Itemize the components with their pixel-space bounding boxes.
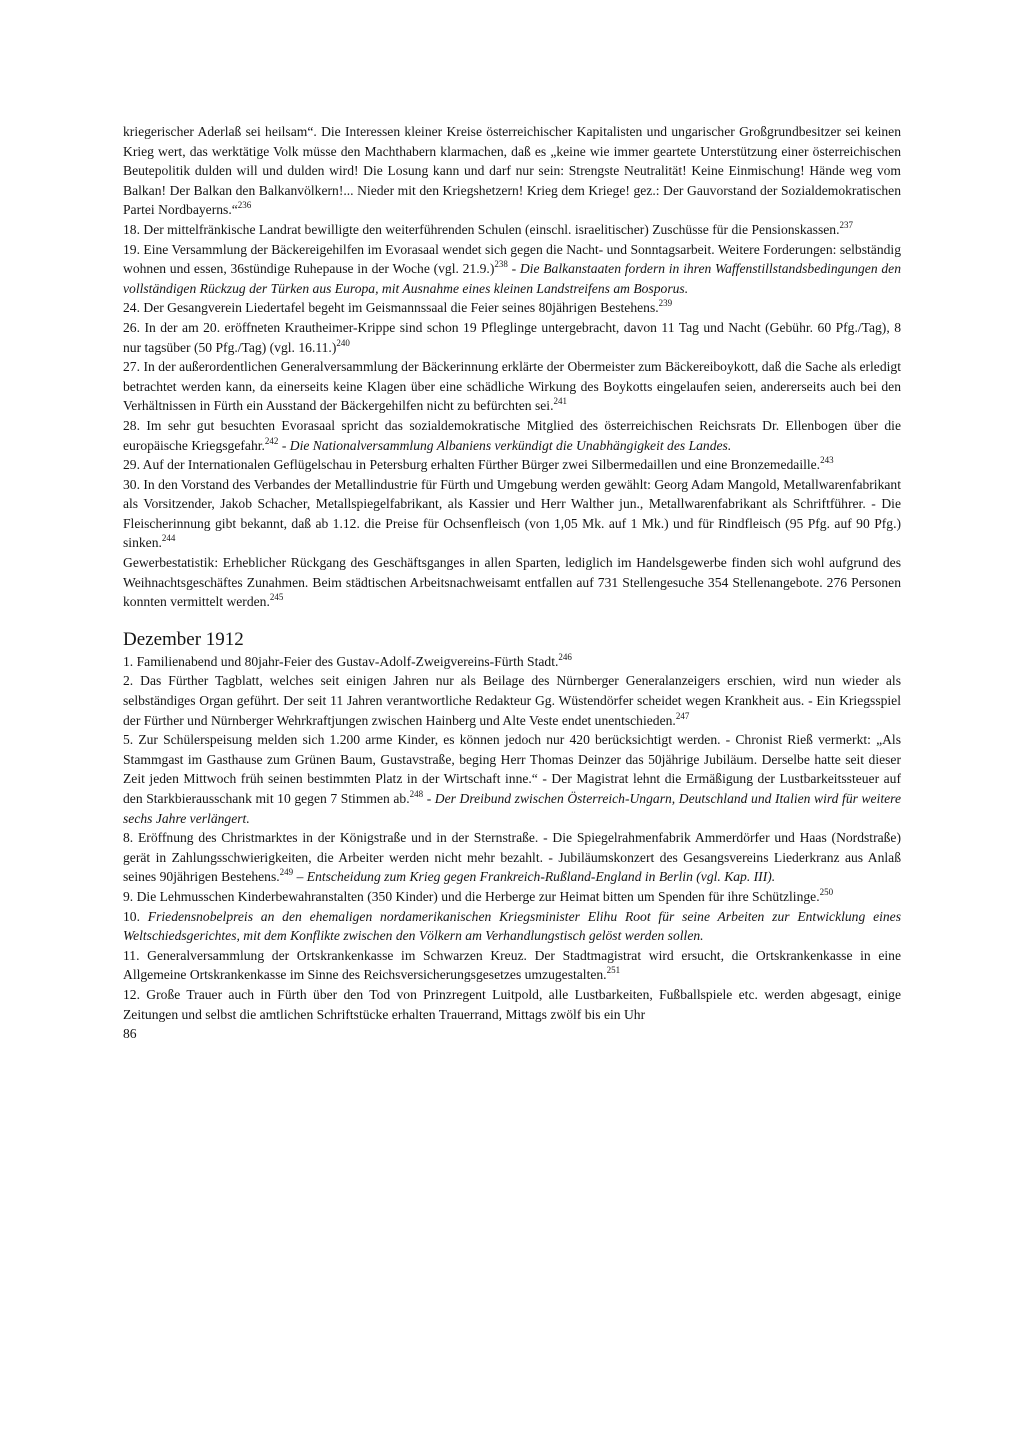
paragraph: 2. Das Fürther Tagblatt, welches seit einigen Jahren nur als Beilage des Nürnberger Generalanzeigers erschien, wird nun wieder als selbständiges Organ geführt. Der seit 11 Jahren verantwortliche Redakteur Gg. Wüstendörfer scheidet wegen Krankheit aus. - Ein Kriegsspiel der Fürther und Nürnberger Wehrkraftjungen zwischen Hainberg und Alte Veste endet unentschieden.$^{247}$	[123, 673, 901, 728]
paragraph: 12. Große Trauer auch in Fürth über den Tod von Prinzregent Luitpold, alle Lustbarkeiten, Fußballspiele etc. werden abgesagt, einige Zeitungen und selbst die amtlichen Schriftstücke erhalten Trauerrand, Mittags zwölf bis ein Uhr	[123, 986, 901, 1022]
footnote-ref[interactable]: 243	[820, 455, 834, 466]
italic-note: – Entscheidung zum Krieg gegen Frankreich-Rußland-England in Berlin (vgl. Kap. III).	[293, 869, 776, 885]
footnote-ref[interactable]: 240	[336, 337, 350, 348]
paragraph: 29. Auf der Internationalen Geflügelschau in Petersburg erhalten Fürther Bürger zwei Silbermedaillen und eine Bronzemedaille.$^{243}$	[123, 455, 834, 473]
paragraph: 8. Eröffnung des Christmarktes in der Königstraße und in der Sternstraße. - Die Spiegelrahmenfabrik Ammerdörfer und Haas (Nordstraße) gerät in Zahlungsschwierigkeiten, die Arbeiter werden nicht mehr bezahlt. - Jubiläumskonzert des Gesangsvereins Liederkranz aus Anlaß seines 90jährigen Bestehens.$^{249}$ – Entscheidung zum Krieg gegen Frankreich-Rußland-England in Berlin (vgl. Kap. III).	[123, 830, 901, 885]
paragraph: 5. Zur Schülerspeisung melden sich 1.200 arme Kinder, es können jedoch nur 420 berücksichtigt werden. - Chronist Rieß vermerkt: „Als Stammgast im Gasthause zum Grünen Baum, Gustavstraße, beging Herr Thomas Deinzer das 50jährige Jubiläum. Derselbe hatte seit dieser Zeit jeden Mittwoch früh seinen bestimmten Platz in der Wirtschaft inne.“ - Der Magistrat lehnt die Ermäßigung der Lustbarkeitssteuer auf den Starkbierausschank mit 10 gegen 7 Stimmen ab.$^{248}$ - Der Dreibund zwischen Österreich-Ungarn, Deutschland und Italien wird für weitere sechs Jahre verlängert.	[123, 732, 901, 826]
footnote-ref[interactable]: 242	[264, 435, 279, 446]
document-page	[123, 122, 901, 1044]
footnote-ref[interactable]: 249	[279, 867, 294, 878]
paragraph: Gewerbestatistik: Erheblicher Rückgang des Geschäftsganges in allen Sparten, lediglich im Handelsgewerbe finden sich wohl aufgrund des Weihnachtsgeschäftes Zunahmen. Beim städtischen Arbeitsnachweisamt entfallen auf 731 Stellengesuche 354 Stellenangebote. 276 Personen konnten vermittelt werden.$^{245}$	[123, 555, 901, 610]
italic-note: - Die Balkanstaaten fordern in ihren Waffenstillstandsbedingungen den vollständigen Rückzug der Türken aus Europa, mit Ausnahme eines kleinen Landstreifens am Bosporus.	[123, 261, 902, 296]
footnote-ref[interactable]: 247	[675, 710, 690, 721]
paragraph: 18. Der mittelfränkische Landrat bewilligte den weiterführenden Schulen (einschl. israelitischer) Zuschüsse für die Pensionskassen.$^{237}$	[123, 219, 853, 237]
paragraph: 30. In den Vorstand des Verbandes der Metallindustrie für Fürth und Umgebung werden gewählt: Georg Adam Mangold, Metallwarenfabrikant als Vorsitzender, Jakob Schacher, Metallspiegelfabrikant, als Kassier und Herr Walther jun., Metallwarenfabrikant als Schriftführer. - Die Fleischerinnung gibt bekannt, daß ab 1.12. die Preise für Ochsenfleisch (von 1,05 Mk. auf 1 Mk.) und für Rindfleisch (95 Pfg. auf 90 Pfg.) sinken.$^{244}$	[123, 476, 901, 551]
italic-note: Friedensnobelpreis an den ehemaligen nordamerikanischen Kriegsminister Elihu Root für seine Arbeiten zur Entwicklung eines Weltschiedsgerichtes, mit dem Konflikte zwischen den Völkern am Verhandlungstisch gelöst werden sollen.	[123, 908, 902, 944]
footnote-ref[interactable]: 246	[558, 651, 572, 662]
paragraph: 24. Der Gesangverein Liedertafel begeht im Geismannssaal die Feier seines 80jährigen Bestehens.$^{239}$	[123, 298, 673, 316]
paragraph: 9. Die Lehmusschen Kinderbewahranstalten (350 Kinder) und die Herberge zur Heimat bitten um Spenden für ihre Schützlinge.$^{250}$	[123, 886, 834, 904]
footnote-ref[interactable]: 236	[237, 200, 252, 211]
paragraph: 11. Generalversammlung der Ortskrankenkasse im Schwarzen Kreuz. Der Stadtmagistrat wird ersucht, die Ortskrankenkasse in eine Allgemeine Ortskrankenkasse im Sinne des Reichsversicherungsgesetzes umzugestalten.$^{251}$	[123, 947, 901, 983]
footnote-ref[interactable]: 248	[409, 789, 424, 799]
footnote-ref[interactable]: 250	[819, 886, 834, 897]
footnote-ref[interactable]: 241	[553, 396, 567, 407]
paragraph: 27. In der außerordentlichen Generalversammlung der Bäckerinnung erklärte der Obermeister zum Bäckereiboykott, daß die Sache als erledigt betrachtet werden kann, da einerseits keine Klagen über eine schädliche Wirkung des Boykotts eingelaufen seien, andererseits auch bei den Verhältnissen in Fürth ein Ausstand der Bäckergehilfen nicht zu befürchten sei.$^{241}$	[123, 359, 901, 414]
paragraph: 28. Im sehr gut besuchten Evorasaal spricht das sozialdemokratische Mitglied des österreichischen Reichsrats Dr. Ellenbogen über die europäische Kriegsgefahr.$^{242}$ - Die Nationalversammlung Albaniens verkündigt die Unabhängigkeit des Landes.	[123, 417, 901, 453]
footnote-ref[interactable]: 244	[161, 533, 176, 544]
section-heading: Dezember 1912	[123, 628, 244, 650]
paragraph: 10. Friedensnobelpreis an den ehemaligen nordamerikanischen Kriegsminister Elihu Root für seine Arbeiten zur Entwicklung eines Weltschiedsgerichtes, mit dem Konflikte zwischen den Völkern am Verhandlungstisch gelöst werden sollen.	[123, 908, 902, 944]
paragraph: 19. Eine Versammlung der Bäckereigehilfen im Evorasaal wendet sich gegen die Nacht- und Sonntagsarbeit. Weitere Forderungen: selbständig wohnen und essen, 36stündige Ruhepause in der Woche (vgl. 21.9.)$^{238}$ - Die Balkanstaaten fordern in ihren Waffenstillstandsbedingungen den vollständigen Rückzug der Türken aus Europa, mit Ausnahme eines kleinen Landstreifens am Bosporus.	[123, 241, 902, 296]
paragraph: kriegerischer Aderlaß sei heilsam“. Die Interessen kleiner Kreise österreichischer Kapitalisten und ungarischer Großgrundbesitzer sei keinen Krieg wert, das werktätige Volk müsse den Machthabern klarmachen, daß es „keine wie immer geartete Unterstützung einer österreichischen Beutepolitik dulden will und dulden wird! Die Losung kann und darf nur sein: Strengste Neutralität! Keine Einmischung! Hände weg vom Balkan! Der Balkan den Balkanvölkern!... Nieder mit den Kriegshetzern! Krieg dem Kriege! gez.: Der Gauvorstand der Sozialdemokratischen Partei Nordbayerns.“$^{236}$	[123, 124, 901, 218]
footnote-ref[interactable]: 237	[839, 219, 853, 230]
footnote-ref[interactable]: 251	[606, 965, 621, 976]
paragraph: 1. Familienabend und 80jahr-Feier des Gustav-Adolf-Zweigvereins-Fürth Stadt.$^{246}$	[123, 651, 572, 669]
page-number: 86	[123, 1026, 137, 1042]
footnote-ref[interactable]: 239	[658, 298, 673, 309]
italic-note: - Der Dreibund zwischen Österreich-Ungarn, Deutschland und Italien wird für weitere sechs Jahre verlängert.	[123, 791, 901, 826]
footnote-ref[interactable]: 238	[494, 259, 508, 270]
footnote-ref[interactable]: 245	[269, 592, 284, 603]
paragraph: 26. In der am 20. eröffneten Krautheimer-Krippe sind schon 19 Pfleglinge untergebracht, davon 11 Tag und Nacht (Gebühr. 60 Pfg./Tag), 8 nur tagsüber (50 Pfg./Tag) (vgl. 16.11.)$^{240}$	[123, 319, 901, 355]
italic-note: - Die Nationalversammlung Albaniens verkündigt die Unabhängigkeit des Landes.	[278, 437, 732, 453]
